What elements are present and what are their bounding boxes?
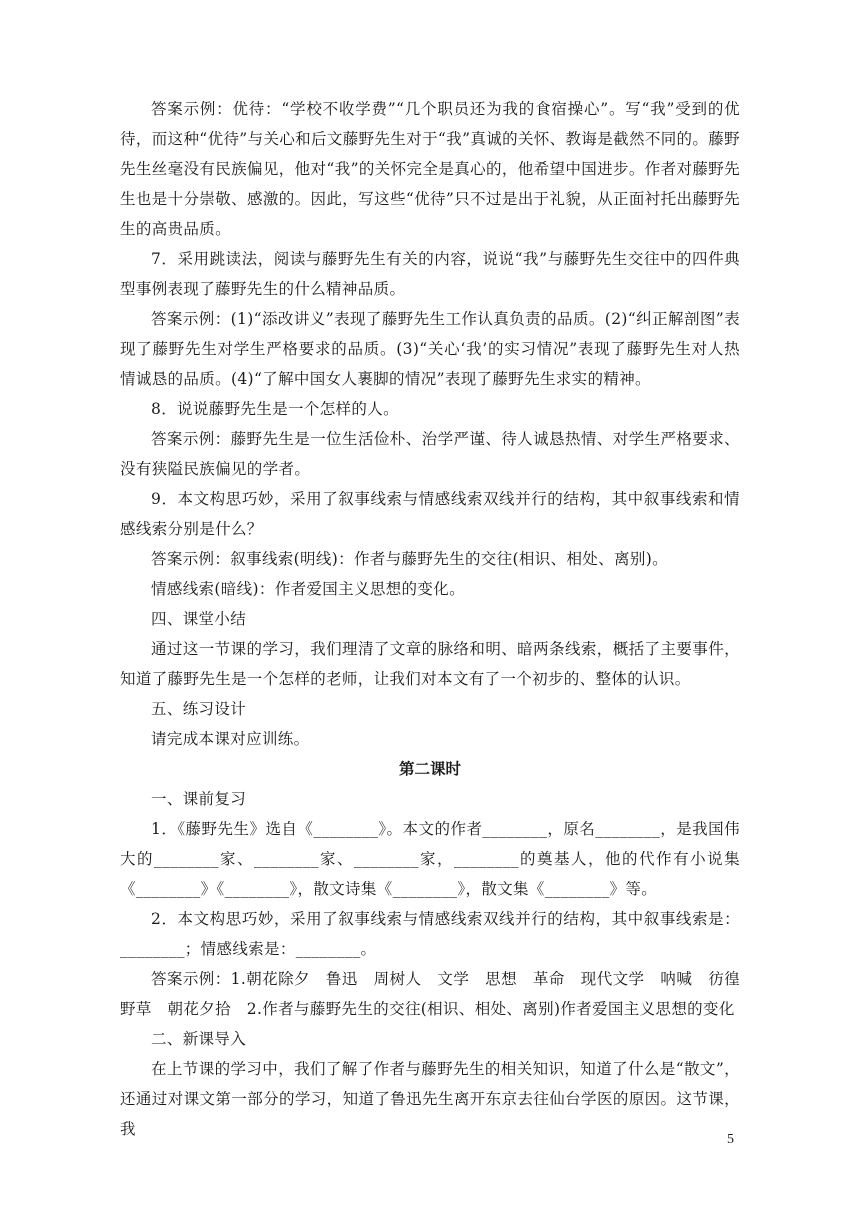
answer-paragraph-emotion-clue: 情感线索(暗线)：作者爱国主义思想的变化。 (151, 580, 465, 598)
answer-paragraph-narrative-clue: 答案示例：叙事线索(明线)：作者与藤野先生的交往(相识、相处、离别)。 (151, 550, 668, 568)
summary-paragraph: 通过这一节课的学习，我们理清了文章的脉络和明、暗两条线索，概括了主要事件，知道了藤野先生是一个怎样的老师，让我们对本文有了一个初步的、整体的认识。 (120, 640, 740, 688)
section-heading-review: 一、课前复习 (151, 790, 247, 808)
page-number: 5 (727, 1132, 734, 1147)
intro-paragraph: 在上节课的学习中，我们了解了作者与藤野先生的相关知识，知道了什么是“散文”，还通过对课文第一部分的学习，知道了鲁迅先生离开东京去往仙台学医的原因。这节课，我 (120, 1060, 740, 1138)
section-heading-exercise: 五、练习设计 (151, 700, 247, 718)
answer-paragraph-youdai: 答案示例：优待：“学校不收学费”“几个职员还为我的食宿操心”。写“我”受到的优待，而这种“优待”与关心和后文藤野先生对于“我”真诚的关怀、教诲是截然不同的。藤野先生丝毫没有民族偏见，他对“我”的关怀完全是真心的，他希望中国进步。作者对藤野先生也是十分崇敬、感激的。因此，写这些“优待”只不过是出于礼貌，从正面衬托出藤野先生的高贵品质。 (120, 100, 740, 238)
answer-paragraph-question-7: 答案示例：(1)“添改讲义”表现了藤野先生工作认真负责的品质。(2)“纠正解剖图”表现了藤野先生对学生严格要求的品质。(3)“关心‘我’的实习情况”表现了藤野先生对人热情诚恳的品质。(4)“了解中国女人裹脚的情况”表现了藤野先生求实的精神。 (120, 310, 740, 388)
section-title: 第二课时 (398, 759, 461, 778)
section-heading-summary: 四、课堂小结 (151, 610, 247, 628)
question-9: 9．本文构思巧妙，采用了叙事线索与情感线索双线并行的结构，其中叙事线索和情感线索分别是什么？ (120, 490, 740, 538)
question-8: 8．说说藤野先生是一个怎样的人。 (151, 400, 399, 418)
review-answer: 答案示例：1.朝花除夕 鲁迅 周树人 文学 思想 革命 现代文学 呐喊 彷徨 野草 朝花夕拾 2.作者与藤野先生的交往(相识、相处、离别)作者爱国主义思想的变化 (120, 970, 756, 1018)
exercise-paragraph: 请完成本课对应训练。 (151, 730, 310, 748)
question-7: 7．采用跳读法，阅读与藤野先生有关的内容，说说“我”与藤野先生交往中的四件典型事例表现了藤野先生的什么精神品质。 (120, 250, 740, 298)
page-content (120, 94, 756, 1144)
review-question-1: 1．《藤野先生》选自《________》。本文的作者________，原名________，是我国伟大的________家、________家、________家，________的奠基人，他的代作有小说集《________》《________》，散文诗集《________》，散文集《________》等。 (120, 820, 740, 898)
answer-paragraph-question-8: 答案示例：藤野先生是一位生活俭朴、治学严谨、待人诚恳热情、对学生严格要求、没有狭隘民族偏见的学者。 (120, 430, 740, 478)
review-question-2: 2．本文构思巧妙，采用了叙事线索与情感线索双线并行的结构，其中叙事线索是：________；情感线索是：________。 (120, 910, 740, 958)
section-heading-intro: 二、新课导入 (151, 1030, 247, 1048)
